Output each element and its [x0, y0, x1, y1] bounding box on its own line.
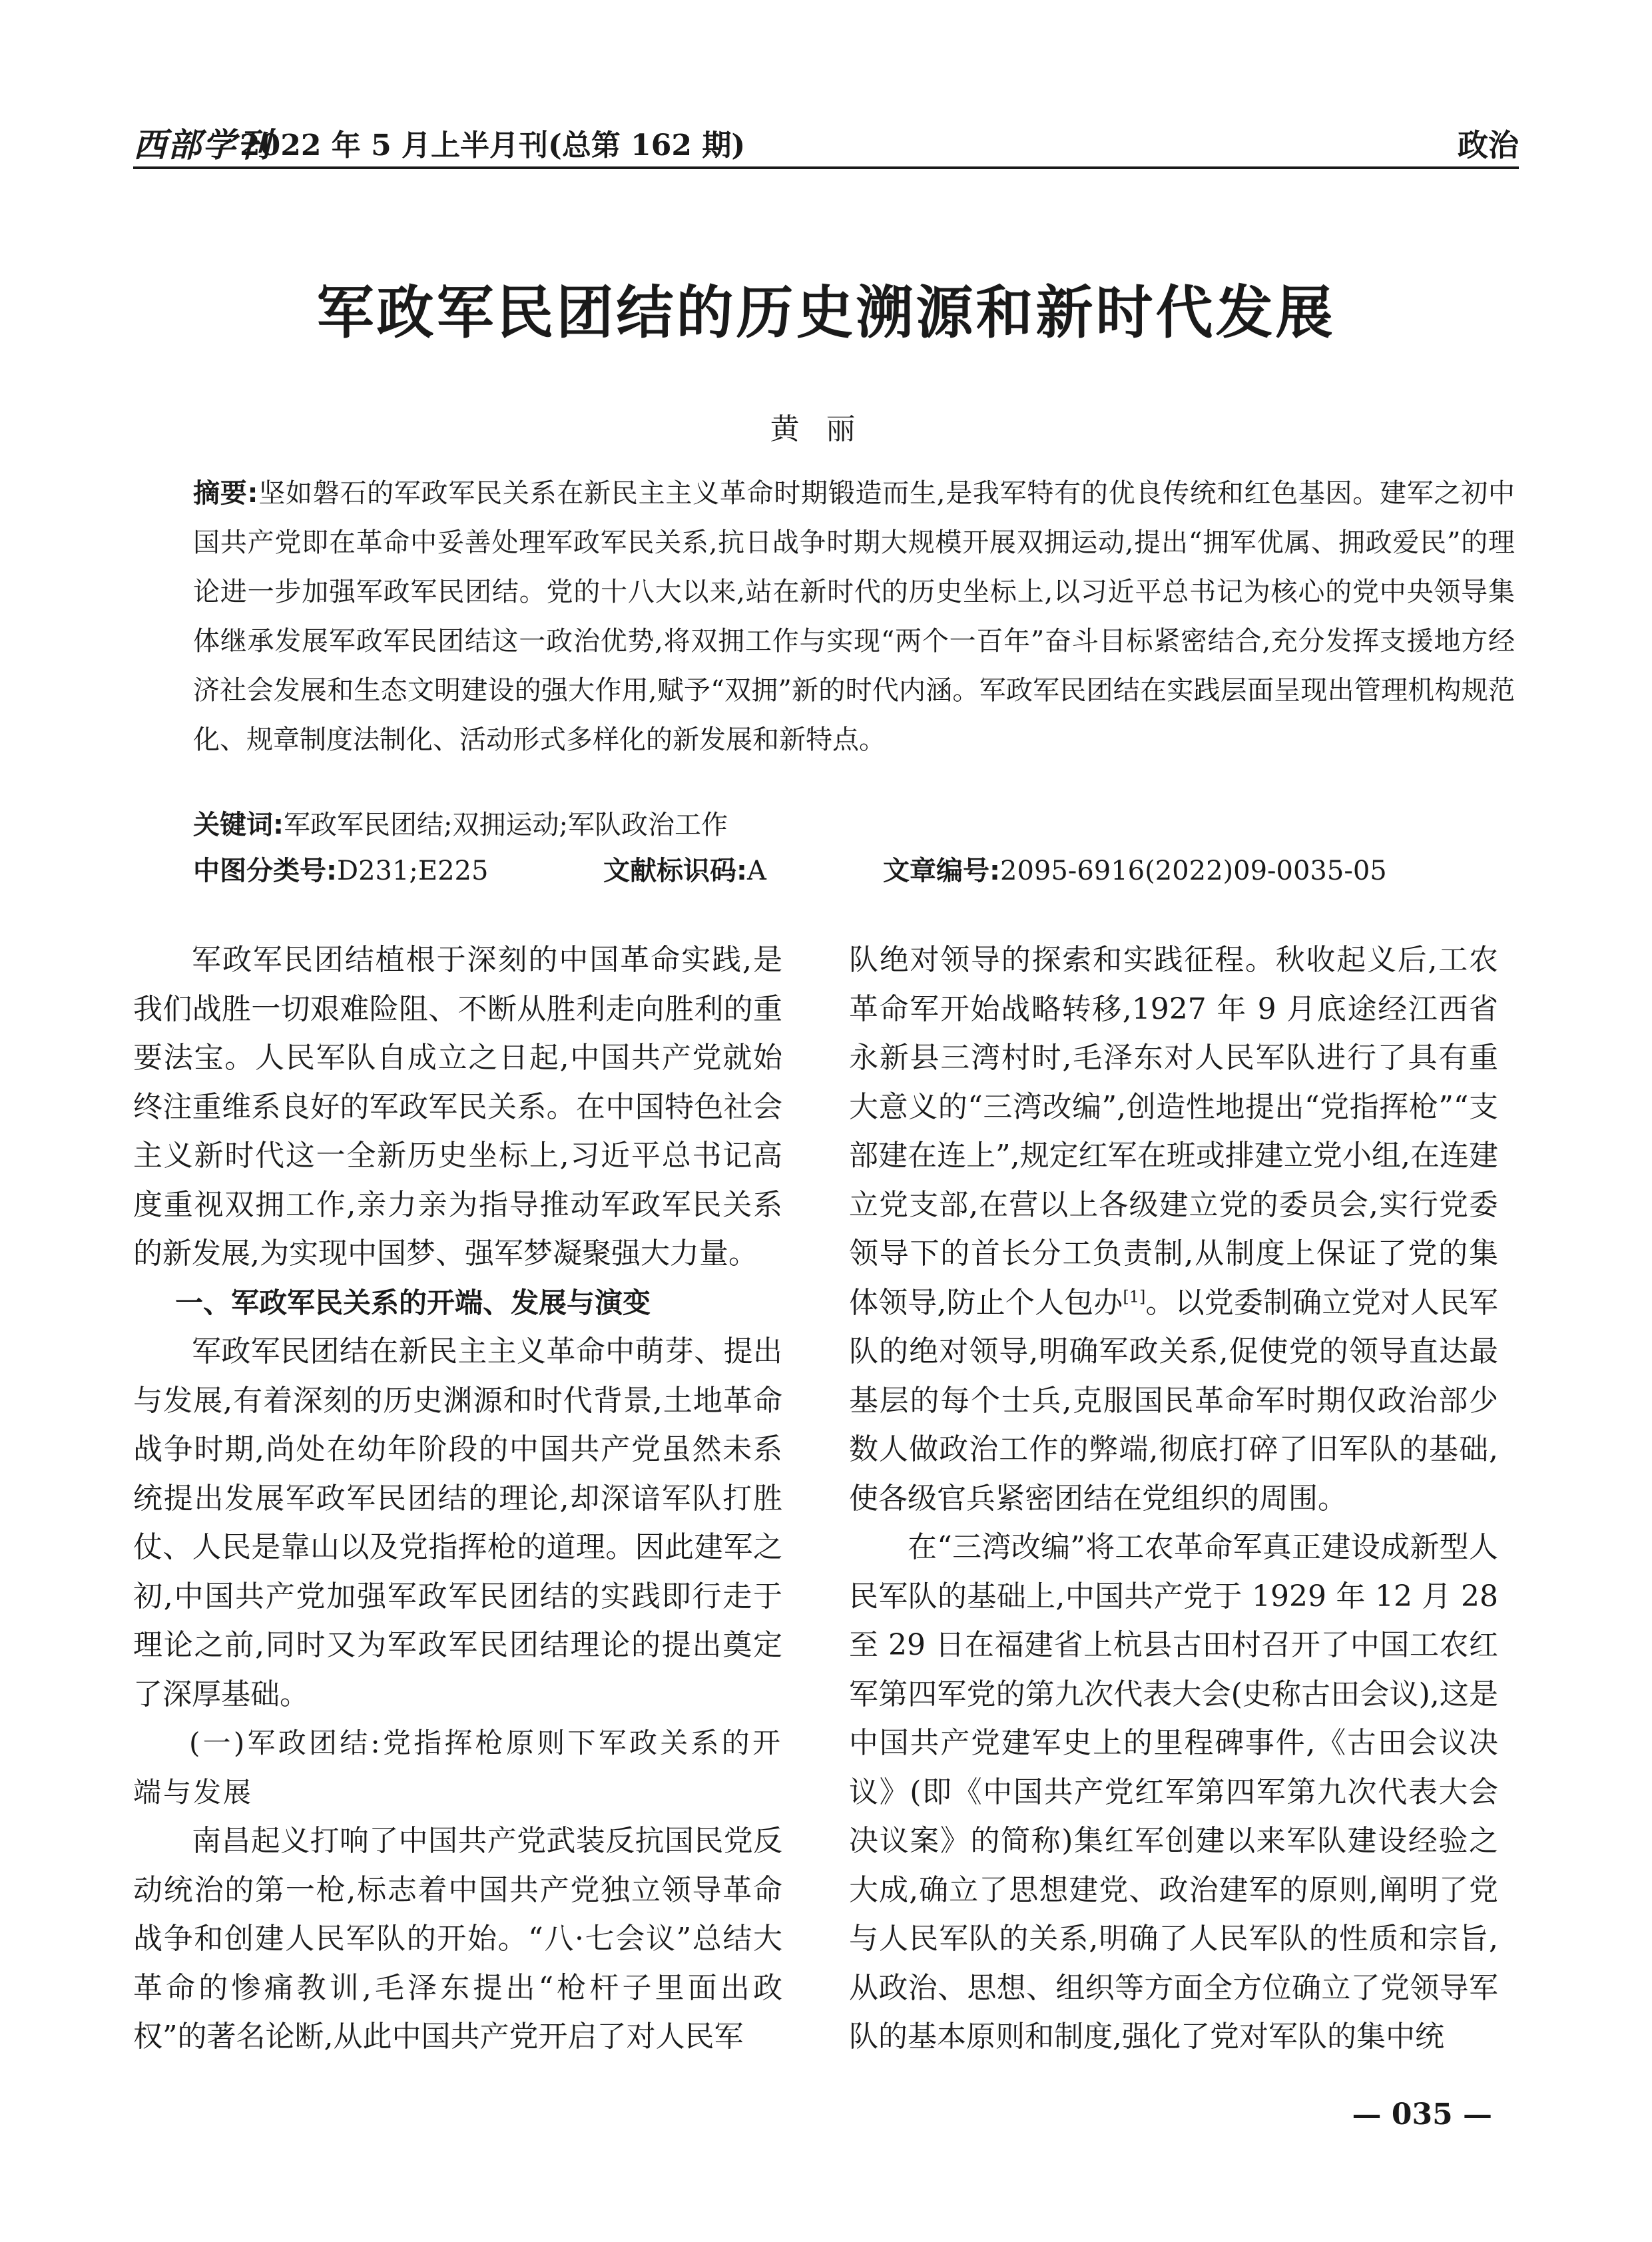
paragraph: 军政军民团结植根于深刻的中国革命实践,是我们战胜一切艰难险阻、不断从胜利走向胜利的重要法宝。人民军队自成立之日起,中国共产党就始终注重维系良好的军政军民关系。在中国特色社会主义新时代这一全新历史坐标上,习近平总书记高度重视双拥工作,亲力亲为指导推动军政军民关系的新发展,为实现中国梦、强军梦凝聚强大力量。 [133, 943, 782, 1270]
abstract-text: 坚如磐石的军政军民关系在新民主主义革命时期锻造而生,是我军特有的优良传统和红色基因。建军之初中国共产党即在革命中妥善处理军政军民关系,抗日战争时期大规模开展双拥运动,提出“拥军优属、拥政爱民”的理论进一步加强军政军民团结。党的十八大以来,站在新时代的历史坐标上,以习近平总书记为核心的党中央领导集体继承发展军政军民团结这一政治优势,将双拥工作与实现“两个一百年”奋斗目标紧密结合,充分发挥支援地方经济社会发展和生态文明建设的强大作用,赋予“双拥”新的时代内涵。军政军民团结在实践层面呈现出管理机构规范化、规章制度法制化、活动形式多样化的新发展和新特点。 [193, 478, 1515, 755]
paragraph-text: 队绝对领导的探索和实践征程。秋收起义后,工农革命军开始战略转移,1927 年 9 月底途经江西省永新县三湾村时,毛泽东对人民军队进行了具有重大意义的“三湾改编”,创造性地提出“党指挥枪”“支部建在连上”,规定红军在班或排建立党小组,在连建立党支部,在营以上各级建立党的委员会,实行党委领导下的首长分工负责制,从制度上保证了党的集体领导,防止个人包办 [849, 943, 1498, 1320]
paragraph: 在“三湾改编”将工农革命军真正建设成新型人民军队的基础上,中国共产党于 1929 年 12 月 28 至 29 日在福建省上杭县古田村召开了中国工农红军第四军党的第九次代表大会(史称古田会议),这是中国共产党建军史上的里程碑事件,《古田会议决议》(即《中国共产党红军第四军第九次代表大会决议案》的简称)集红军创建以来军队建设经验之大成,确立了思想建党、政治建军的原则,阐明了党与人民军队的关系,明确了人民军队的性质和宗旨,从政治、思想、组织等方面全方位确立了党领导军队的基本原则和制度,强化了党对军队的集中统 [849, 1530, 1498, 2054]
subsection-heading: (一)军政团结:党指挥枪原则下军政关系的开端与发展 [133, 1727, 782, 1809]
article-title: 军政军民团结的历史溯源和新时代发展 [316, 279, 1336, 346]
clc-value: D231;E225 [337, 856, 489, 886]
doc-code-value: A [747, 856, 766, 886]
author-name: 黄丽 [770, 412, 882, 446]
keywords-text: 军政军民团结;双拥运动;军队政治工作 [284, 810, 728, 840]
paragraph: 军政军民团结在新民主主义革命中萌芽、提出与发展,有着深刻的历史渊源和时代背景,土地革命战争时期,尚处在幼年阶段的中国共产党虽然未系统提出发展军政军民团结的理论,却深谙军队打胜仗、人民是靠山以及党指挥枪的道理。因此建军之初,中国共产党加强军政军民团结的实践即行走于理论之前,同时又为军政军民团结理论的提出奠定了深厚基础。 [133, 1334, 782, 1711]
article-number-field [883, 853, 1387, 889]
keywords-label: 关键词: [193, 810, 284, 840]
section-label: 政治 [1458, 127, 1519, 163]
doc-code-label: 文献标识码: [603, 856, 747, 886]
keywords [193, 807, 728, 843]
body-column-left [133, 936, 782, 2062]
paragraph-text: 。以党委制确立党对人民军队的绝对领导,明确军政关系,促使党的领导直达最基层的每个士兵,克服国民革命军时期仅政治部少数人做政治工作的弊端,彻底打碎了旧军队的基础,使各级官兵紧密团结在党组织的周围。 [849, 1285, 1498, 1516]
issue-info: 2022 年 5 月上半月刊(总第 162 期) [240, 129, 746, 162]
body-column-right [849, 936, 1498, 2062]
abstract-label: 摘要: [193, 478, 258, 509]
clc-label: 中图分类号: [193, 856, 337, 886]
running-header [133, 107, 1519, 169]
citation-ref[interactable]: [1] [1123, 1286, 1146, 1306]
section-heading: 一、军政军民关系的开端、发展与演变 [175, 1286, 651, 1319]
journal-logo: 西部学刊 [133, 125, 272, 164]
paragraph: 南昌起义打响了中国共产党武装反抗国民党反动统治的第一枪,标志着中国共产党独立领导革命战争和创建人民军队的开始。“八·七会议”总结大革命的惨痛教训,毛泽东提出“枪杆子里面出政权”的著名论断,从此中国共产党开启了对人民军 [133, 1824, 782, 2054]
article-number-value: 2095-6916(2022)09-0035-05 [1000, 856, 1387, 886]
doc-code-field [603, 853, 766, 889]
paragraph [849, 936, 1498, 1523]
article-number-label: 文章编号: [883, 856, 1000, 886]
page-number: — 035 — [1352, 2098, 1492, 2131]
clc-field [193, 853, 488, 889]
abstract [193, 469, 1515, 764]
